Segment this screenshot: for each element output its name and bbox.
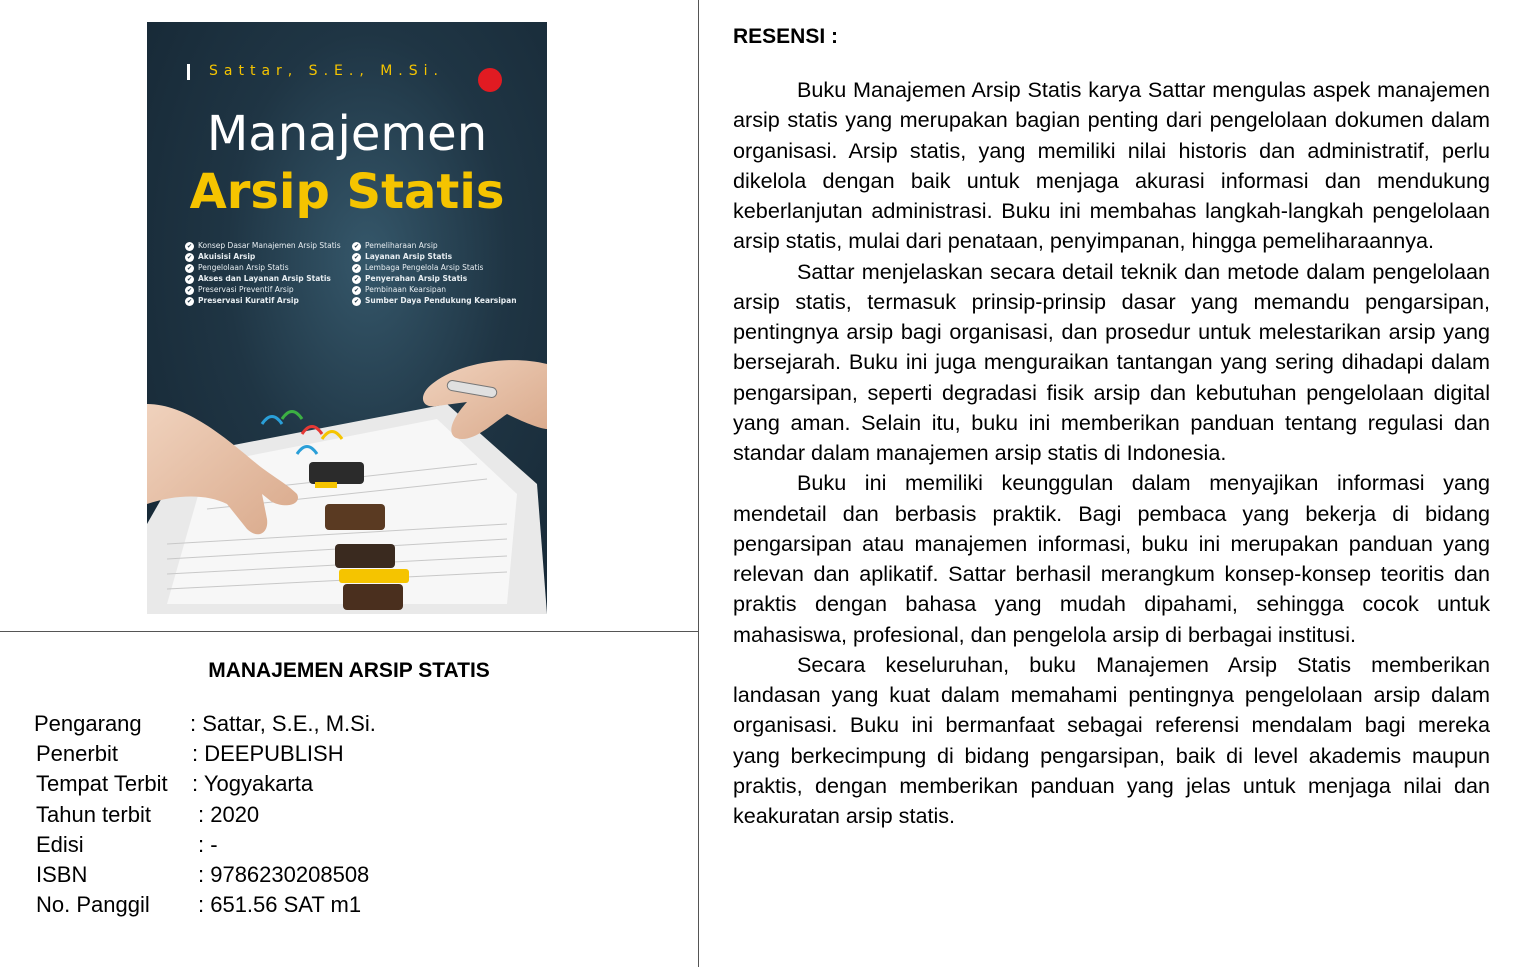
cover-contents-item: ✔ Preservasi Preventif Arsip [185, 284, 341, 295]
meta-value-publisher: : DEEPUBLISH [192, 741, 344, 766]
cover-contents-item: ✔ Preservasi Kuratif Arsip [185, 295, 341, 306]
review-paragraph: Buku ini memiliki keunggulan dalam menyajikan informasi yang mendetail dan berbasis praktik. Bagi pembaca yang bekerja di bidang pengarsipan atau manajemen informasi, buku ini merupakan panduan yang relevan dan aplikatif. Sattar berhasil merangkum konsep-konsep teoritis dan praktis dengan bahasa yang mudah dipahami, sehingga cocok untuk mahasiswa, profesional, dan pengelola arsip di berbagai institusi. [733, 470, 1490, 647]
meta-label-place: Tempat Terbit [36, 771, 168, 796]
cover-author: Sattar, S.E., M.Si. [209, 63, 444, 79]
book-title: MANAJEMEN ARSIP STATIS [208, 659, 490, 682]
cover-author-bar [187, 64, 190, 80]
book-cover [147, 22, 547, 614]
cover-contents-item: ✔ Sumber Daya Pendukung Kearsipan [352, 295, 517, 306]
cover-contents-right [352, 240, 517, 306]
cover-contents-item: ✔ Pengelolaan Arsip Statis [185, 262, 341, 273]
cover-contents-item: ✔ Pembinaan Kearsipan [352, 284, 517, 295]
cover-contents-item: ✔ Akses dan Layanan Arsip Statis [185, 273, 341, 284]
review-paragraph: Buku Manajemen Arsip Statis karya Sattar mengulas aspek manajemen arsip statis yang merupakan bagian penting dari pengelolaan dokumen dalam organisasi. Arsip statis, yang memiliki nilai historis dan administratif, perlu dikelola dengan baik untuk menjaga akurasi informasi dan mendukung keberlanjutan administrasi. Buku ini membahas langkah-langkah pengelolaan arsip statis, mulai dari penataan, penyimpanan, hingga pemeliharaannya. [733, 77, 1490, 254]
cover-contents-item: ✔ Konsep Dasar Manajemen Arsip Statis [185, 240, 341, 251]
meta-value-year: : 2020 [198, 802, 260, 827]
binder-clip [309, 462, 364, 484]
paper-clip-green [282, 412, 302, 420]
vertical-divider [698, 0, 699, 967]
review-paragraph: Secara keseluruhan, buku Manajemen Arsip Statis memberikan landasan yang kuat dalam memahami pentingnya pengelolaan arsip dalam organisasi. Buku ini bermanfaat sebagai referensi mendalam bagi mereka yang berkecimpung di bidang pengarsipan, baik di level akademis maupun praktis, dengan memberikan panduan yang jelas untuk menjaga nilai dan keakuratan arsip statis. [733, 651, 1490, 828]
binder-clip-tab [339, 569, 409, 583]
paper-clip-blue [262, 417, 282, 425]
cover-contents-item: ✔ Penyerahan Arsip Statis [352, 273, 517, 284]
binder-clip [325, 504, 385, 530]
cover-photo-documents [147, 344, 547, 614]
meta-value-author: : Sattar, S.E., M.Si. [190, 711, 376, 736]
meta-label-edition: Edisi [36, 832, 84, 857]
cover-title-line2: Arsip Statis [189, 164, 505, 220]
meta-label-call-number: No. Panggil [36, 892, 150, 917]
meta-label-isbn: ISBN [36, 862, 88, 887]
cover-contents-item: ✔ Layanan Arsip Statis [352, 251, 517, 262]
cover-contents-item: ✔ Lembaga Pengelola Arsip Statis [352, 262, 517, 273]
cover-contents-item: ✔ Akuisisi Arsip [185, 251, 341, 262]
meta-label-publisher: Penerbit [36, 741, 118, 766]
cover-contents-left [185, 240, 341, 306]
meta-value-isbn: : 9786230208508 [198, 862, 370, 887]
meta-label-year: Tahun terbit [36, 802, 151, 827]
cover-red-dot [478, 68, 502, 92]
review-paragraph: Sattar menjelaskan secara detail teknik dan metode dalam pengelolaan arsip statis, termasuk prinsip-prinsip dasar yang memandu pengarsipan, pentingnya arsip bagi organisasi, dan prosedur untuk melestarikan arsip yang bersejarah. Buku ini juga menguraikan tantangan yang sering dihadapi dalam pengarsipan, seperti degradasi fisik arsip dan kebutuhan pengelolaan digital yang aman. Selain itu, buku ini memberikan panduan tentang regulasi dan standar dalam manajemen arsip statis di Indonesia. [733, 258, 1490, 465]
binder-clip [343, 584, 403, 610]
meta-value-edition: : - [198, 832, 218, 857]
meta-label-author: Pengarang [34, 711, 142, 736]
meta-value-call-number: : 651.56 SAT m1 [198, 892, 362, 917]
cover-title-line1: Manajemen [206, 106, 488, 162]
cover-contents-item: ✔ Pemeliharaan Arsip [352, 240, 517, 251]
binder-clip-tab [315, 482, 337, 488]
review-heading: RESENSI : [733, 25, 839, 48]
binder-clip [335, 544, 395, 568]
review-body [733, 75, 1490, 831]
meta-value-place: : Yogyakarta [192, 771, 314, 796]
horizontal-divider [0, 631, 698, 632]
